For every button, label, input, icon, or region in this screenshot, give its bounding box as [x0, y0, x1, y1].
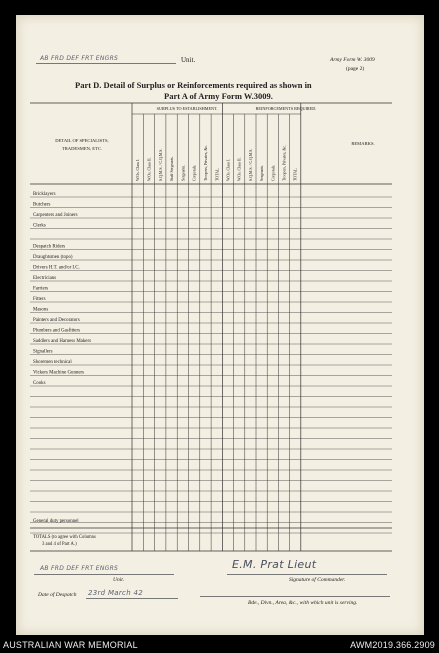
column-labels [136, 145, 298, 181]
surplus-column-label: Staff Sergeants. [170, 156, 175, 181]
table-grid [30, 103, 392, 551]
surplus-column-label: S.Q.M.S. / C.Q.M.S. [158, 148, 163, 181]
row-label: Shoremen technical [33, 360, 72, 365]
unit-label-top: Unit. [181, 56, 196, 64]
date-label: Date of Despatch [38, 592, 77, 598]
commander-signature: E.M. Prat Lieut [232, 558, 317, 571]
detail-header-line-2: TRADESMEN, ETC. [61, 146, 103, 151]
location-note: Bde., Divn., Area, &c., with which unit is serving. [248, 600, 358, 606]
archive-credit: AUSTRALIAN WAR MEMORIAL [3, 640, 138, 650]
surplus-column-label: TOTAL. [215, 167, 220, 181]
row-label: Vickers Machine Gunners [33, 370, 85, 376]
surplus-header: SURPLUS TO ESTABLISHMENT. [156, 106, 218, 111]
row-label: Masons [33, 307, 49, 313]
row-label: Draughtsmen (topo) [33, 255, 73, 260]
reinforcement-column-label: Corporals. [271, 164, 276, 181]
reinforcement-column-label: S.Q.M.S. / C.Q.M.S. [248, 148, 253, 181]
row-label: Electricians [33, 276, 57, 281]
surplus-column-label: W.Os. Class I. [136, 158, 141, 181]
signature-label: Signature of Commander. [289, 577, 346, 583]
row-label: Fitters [33, 297, 46, 302]
reinforcements-header: REINFORCEMENTS REQUIRED. [255, 106, 317, 111]
surplus-column-label: W.Os. Class II. [147, 157, 152, 181]
row-label: Saddlers and Harness Makers [33, 339, 91, 344]
totals-label-line-2: 3 and 4 of Part A.) [42, 542, 77, 547]
totals-label-line-1: TOTALS (to agree with Columns [33, 535, 96, 540]
row-label: Despatch Riders [33, 244, 66, 250]
reinforcement-column-label: Troopers, Privates, &c. [282, 144, 287, 181]
surplus-column-label: Troopers, Privates, &c. [203, 144, 208, 181]
detail-header-line-1: DETAIL OF SPECIALISTS, [55, 138, 109, 143]
reinforcement-column-label: W.Os. Class I. [226, 158, 231, 181]
row-label: Plumbers and Gasfitters [33, 328, 80, 334]
page-note: (page 2) [346, 66, 365, 72]
reinforcement-column-label: W.Os. Class II. [237, 157, 242, 181]
date-handwritten: 23rd March 42 [88, 589, 143, 597]
unit-label-bottom: Unit. [113, 577, 125, 583]
signature-underline [227, 574, 387, 575]
date-underline [86, 598, 178, 599]
row-label: Bricklayers [33, 192, 56, 197]
row-labels [33, 192, 91, 386]
row-label: Signallers [33, 349, 53, 355]
unit-handwritten-top: AB FRD DEF FRT ENGRS [40, 55, 119, 62]
catalogue-number: AWM2019.366.2909 [350, 640, 435, 650]
surplus-column-label: Sergeants. [181, 164, 186, 181]
remarks-header: REMARKS. [351, 141, 375, 146]
reinforcement-column-label: TOTAL. [293, 167, 298, 181]
row-label: Painters and Decorators [33, 318, 80, 323]
row-label: Cooks [33, 381, 46, 386]
unit-handwritten-bottom: AB FRD DEF FRT ENGRS [40, 565, 119, 572]
row-label: Drivers H.T. and/or I.C. [33, 265, 80, 271]
general-duty-label: General duty personnel [33, 519, 79, 524]
surplus-column-label: Corporals. [192, 164, 197, 181]
form-name: Army Form W. 3009 [330, 57, 375, 63]
row-label: Clerks [33, 223, 46, 229]
row-label: Carpenters and Joiners [33, 213, 78, 218]
title-line-2: Part A of Army Form W.3009. [164, 91, 273, 101]
row-label: Butchers [33, 202, 51, 208]
row-label: Farriers [33, 286, 49, 292]
unit-underline-bottom [34, 574, 174, 575]
title-line-1: Part D. Detail of Surplus or Reinforcements required as shown in [75, 80, 312, 90]
location-underline [200, 596, 390, 597]
reinforcement-column-label: Sergeants. [260, 164, 265, 181]
